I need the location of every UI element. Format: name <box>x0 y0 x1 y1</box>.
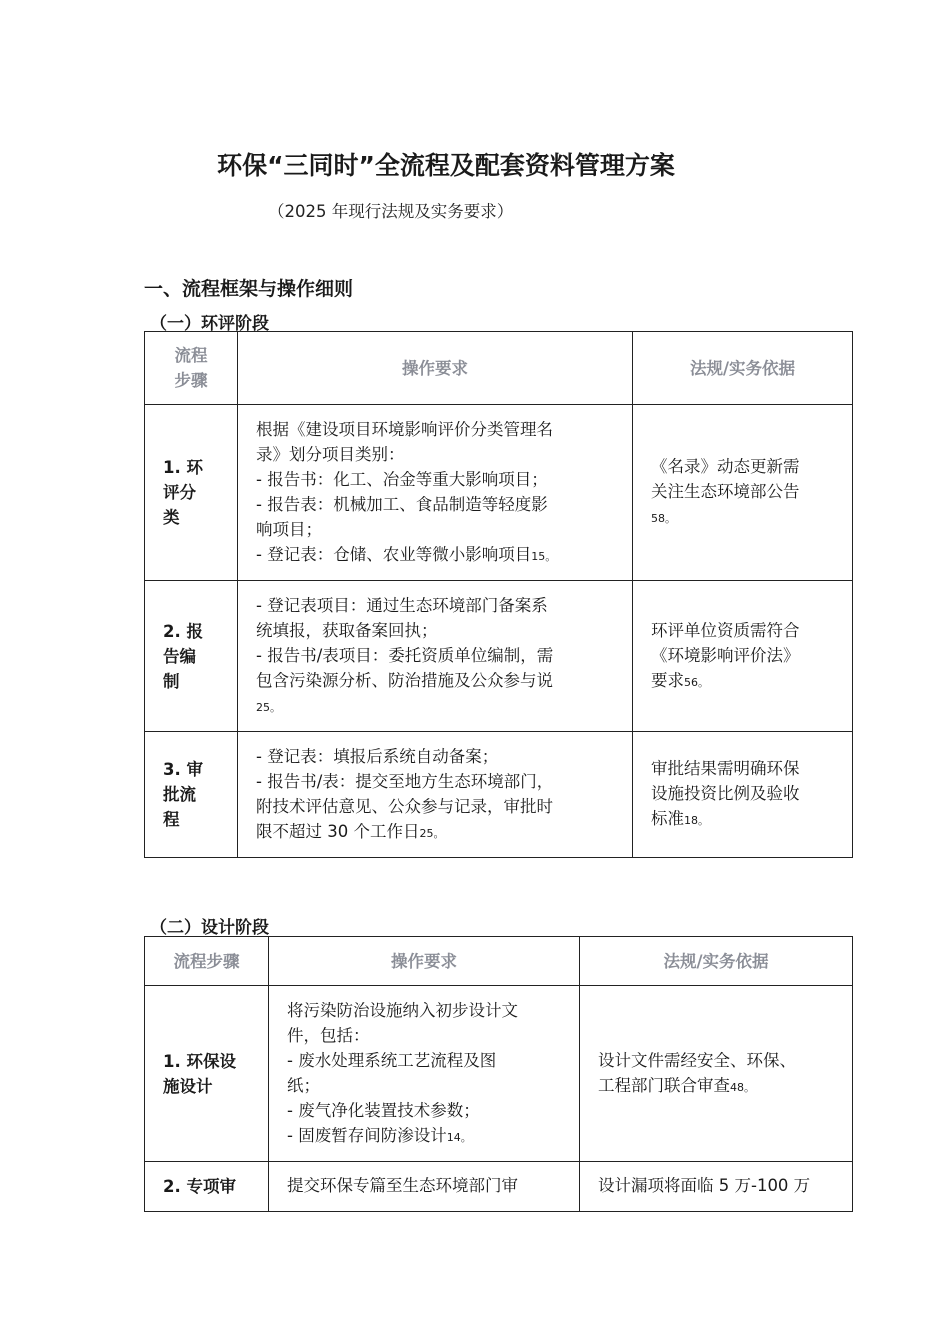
step-cell: 1. 环 评分 类 <box>145 405 238 581</box>
header-basis: 法规/实务依据 <box>580 937 853 986</box>
table-row <box>145 1162 853 1212</box>
reference-mark: 14。 <box>446 1130 472 1144</box>
eia-stage-table <box>144 331 853 858</box>
header-step: 流程步骤 <box>145 937 269 986</box>
header-basis: 法规/实务依据 <box>633 332 853 405</box>
table-header-row <box>145 332 853 405</box>
design-stage-table <box>144 936 853 1212</box>
step-cell: 2. 专项审 <box>145 1162 269 1212</box>
subsection-heading-design: （二）设计阶段 <box>150 918 269 938</box>
table-header-row <box>145 937 853 986</box>
table-row <box>145 581 853 732</box>
table-row <box>145 732 853 858</box>
step-cell: 3. 审 批流 程 <box>145 732 238 858</box>
table-row <box>145 405 853 581</box>
operation-text: 将污染防治设施纳入初步设计文 件，包括： - 废水处理系统工艺流程及图 纸； - 废气净化装置技术参数； - 固废暂存间防渗设计 <box>287 1000 518 1145</box>
header-step: 流程 步骤 <box>145 332 238 405</box>
header-operation: 操作要求 <box>269 937 580 986</box>
document-title: 环保“三同时”全流程及配套资料管理方案 <box>217 151 675 180</box>
document-subtitle: （2025 年现行法规及实务要求） <box>268 202 514 221</box>
step-cell: 2. 报 告编 制 <box>145 581 238 732</box>
reference-mark: 15。 <box>531 549 557 563</box>
operation-text: 提交环保专篇至生态环境部门审 <box>287 1176 518 1195</box>
header-operation: 操作要求 <box>238 332 633 405</box>
basis-text: 设计漏项将面临 5 万-100 万 <box>598 1176 811 1195</box>
basis-text: 审批结果需明确环保 设施投资比例及验收 标准 <box>651 759 800 828</box>
subsection-heading-eia: （一）环评阶段 <box>150 314 269 334</box>
reference-mark: 25。 <box>256 700 281 714</box>
operation-text: 根据《建设项目环境影响评价分类管理名 录》划分项目类别： - 报告书：化工、冶金等重大影响项目； - 报告表：机械加工、食品制造等轻度影 响项目； - 登记表：仓储、农业等微小影响项目 <box>256 419 553 564</box>
reference-mark: 48。 <box>730 1080 755 1094</box>
reference-mark: 18。 <box>684 814 709 827</box>
step-cell: 1. 环保设 施设计 <box>145 986 269 1162</box>
reference-mark: 58。 <box>651 512 676 525</box>
basis-text: 设计文件需经安全、环保、 工程部门联合审查 <box>598 1050 796 1095</box>
operation-text: - 登记表项目：通过生态环境部门备案系 统填报，获取备案回执； - 报告书/表项目：委托资质单位编制，需 包含污染源分析、防治措施及公众参与说 <box>256 595 554 690</box>
section-heading: 一、流程框架与操作细则 <box>144 278 354 300</box>
reference-mark: 56。 <box>684 675 709 689</box>
basis-text: 《名录》动态更新需 关注生态环境部公告 <box>651 457 800 501</box>
table-row <box>145 986 853 1162</box>
reference-mark: 25。 <box>419 826 445 840</box>
basis-text: 环评单位资质需符合 《环境影响评价法》 要求 <box>651 620 800 690</box>
operation-text: - 登记表：填报后系统自动备案； - 报告书/表：提交至地方生态环境部门， 附技术评估意见、公众参与记录，审批时 限不超过 30 个工作日 <box>256 746 554 841</box>
